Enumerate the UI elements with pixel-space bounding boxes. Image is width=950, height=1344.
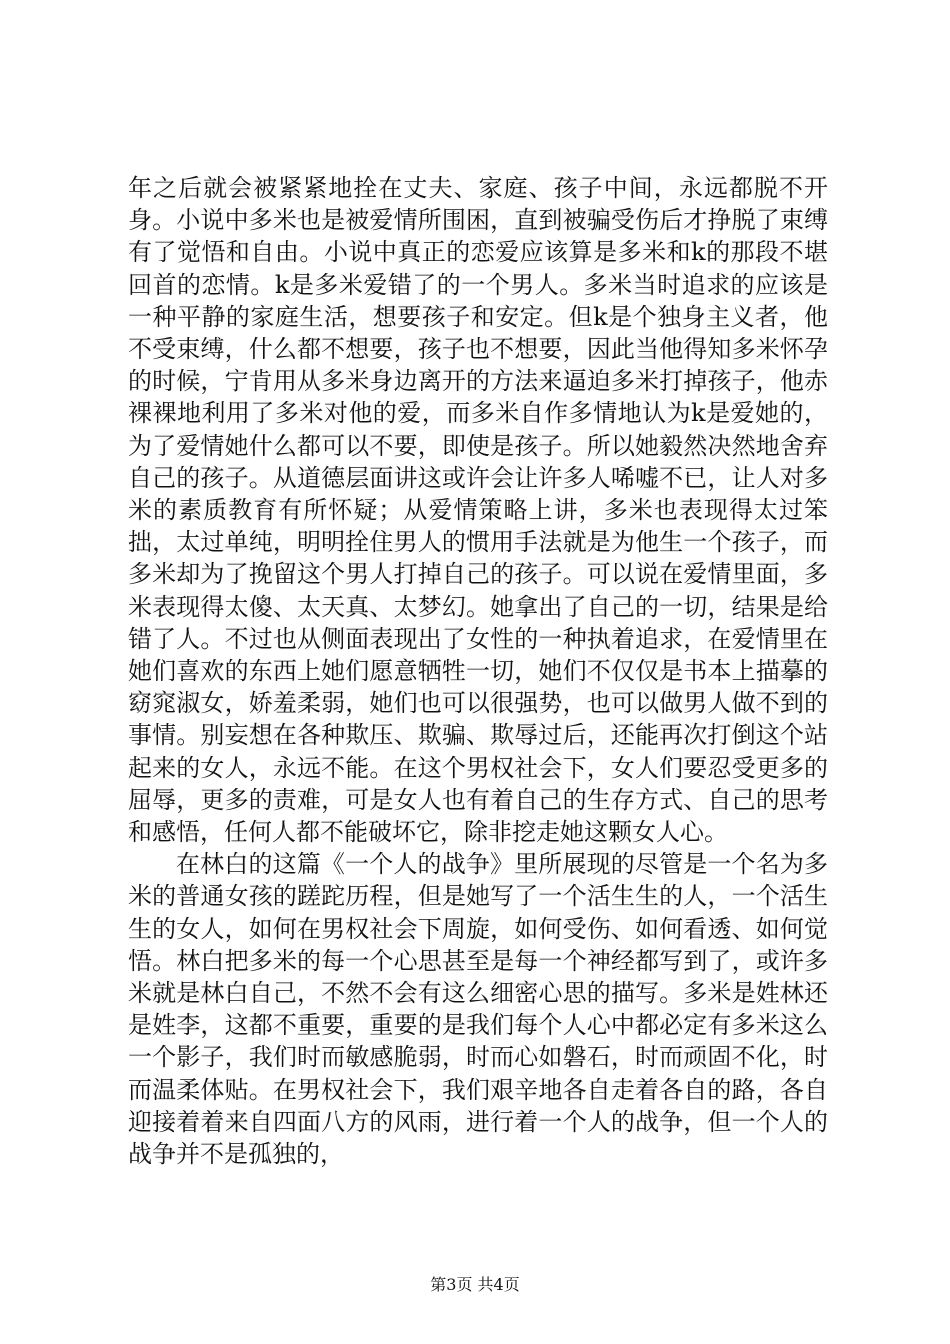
document-body [128,172,828,1170]
page-footer [0,1275,950,1295]
paragraph-2: 在林白的这篇《一个人的战争》里所展现的尽管是一个名为多米的普通女孩的蹉跎历程，但是她写了一个活生生的人，一个活生生的女人，如何在男权社会下周旋，如何受伤、如何看透、如何觉悟。林白把多米的每一个心思甚至是每一个神经都写到了，或许多米就是林白自己，不然不会有这么细密心思的描写。多米是姓林还是姓李，这都不重要，重要的是我们每个人心中都必定有多米这么一个影子，我们时而敏感脆弱，时而心如磐石，时而顽固不化，时而温柔体贴。在男权社会下，我们艰辛地各自走着各自的路，各自迎接着着来自四面八方的风雨，进行着一个人的战争，但一个人的战争并不是孤独的， [128,850,828,1169]
page-number: 第3页 共4页 [430,1275,520,1294]
paragraph-1: 年之后就会被紧紧地拴在丈夫、家庭、孩子中间，永远都脱不开身。小说中多米也是被爱情所围困，直到被骗受伤后才挣脱了束缚有了觉悟和自由。小说中真正的恋爱应该算是多米和k的那段不堪回首的恋情。k是多米爱错了的一个男人。多米当时追求的应该是一种平静的家庭生活，想要孩子和安定。但k是个独身主义者，他不受束缚，什么都不想要，孩子也不想要，因此当他得知多米怀孕的时候，宁肯用从多米身边离开的方法来逼迫多米打掉孩子，他赤裸裸地利用了多米对他的爱，而多米自作多情地认为k是爱她的，为了爱情她什么都可以不要，即使是孩子。所以她毅然决然地舍弃自己的孩子。从道德层面讲这或许会让许多人唏嘘不已，让人对多米的素质教育有所怀疑；从爱情策略上讲，多米也表现得太过笨拙，太过单纯，明明拴住男人的惯用手法就是为他生一个孩子，而多米却为了挽留这个男人打掉自己的孩子。可以说在爱情里面，多米表现得太傻、太天真、太梦幻。她拿出了自己的一切，结果是给错了人。不过也从侧面表现出了女性的一种执着追求，在爱情里在她们喜欢的东西上她们愿意牺牲一切，她们不仅仅是书本上描摹的窈窕淑女，娇羞柔弱，她们也可以很强势，也可以做男人做不到的事情。别妄想在各种欺压、欺骗、欺辱过后，还能再次打倒这个站起来的女人，永远不能。在这个男权社会下，女人们要忍受更多的屈辱，更多的责难，可是女人也有着自己的生存方式、自己的思考和感悟，任何人都不能破坏它，除非挖走她这颗女人心。 [128,174,828,847]
